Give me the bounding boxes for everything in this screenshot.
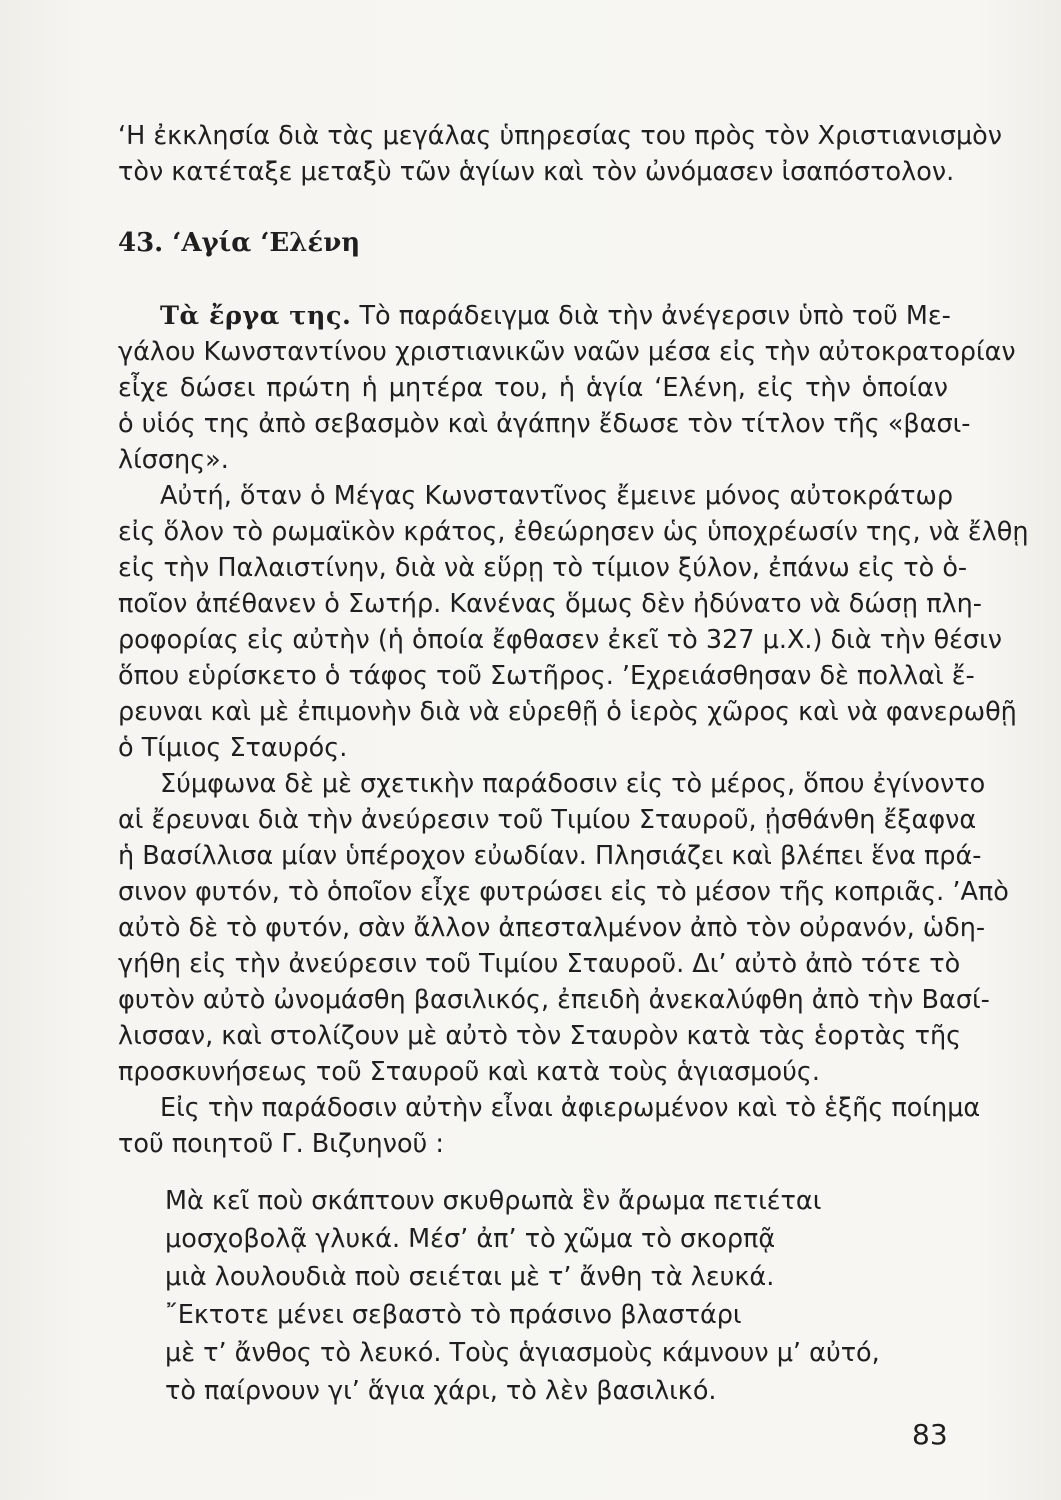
paragraph-line: γήθη εἰς τὴν ἀνεύρεσιν τοῦ Τιμίου Σταυροῦ. Δι’ αὐτὸ ἀπὸ τότε τὸ <box>118 949 961 979</box>
paragraph-line: προσκυνήσεως τοῦ Σταυροῦ καὶ κατὰ τοὺς ἁγιασμούς. <box>118 1057 820 1087</box>
poem-line: μὲ τ’ ἄνθος τὸ λευκό. Τοὺς ἁγιασμοὺς κάμνουν μ’ αὐτό, <box>165 1338 880 1368</box>
intro-line: ‘Η ἐκκλησία διὰ τὰς μεγάλας ὑπηρεσίας του πρὸς τὸν Χριστιανισμὸν <box>118 121 1003 151</box>
paragraph-line: εἶχε δώσει πρώτη ἡ μητέρα του, ἡ ἁγία ‘Ελένη, εἰς τὴν ὁποίαν <box>118 373 948 403</box>
paragraph-line: φυτὸν αὐτὸ ὠνομάσθη βασιλικός, ἐπειδὴ ἀνεκαλύφθη ἀπὸ τὴν Βασί- <box>118 985 990 1015</box>
paragraph-text: Τὸ παράδειγμα διὰ τὴν ἀνέγερσιν ὑπὸ τοῦ Με- <box>359 301 951 331</box>
section-heading: 43. ‘Αγία ‘Ελένη <box>118 228 361 258</box>
poem-line: ῎Εκτοτε μένει σεβαστὸ τὸ πράσινο βλαστάρι <box>165 1300 742 1330</box>
paragraph-line: Σύμφωνα δὲ μὲ σχετικὴν παράδοσιν εἰς τὸ μέρος, ὅπου ἐγίνοντο <box>160 769 986 799</box>
paragraph-line: εἰς ὅλον τὸ ρωμαϊκὸν κράτος, ἐθεώρησεν ὡς ὑποχρέωσίν της, νὰ ἔλθῃ <box>118 517 1029 547</box>
paragraph-line: αἱ ἔρευναι διὰ τὴν ἀνεύρεσιν τοῦ Τιμίου Σταυροῦ, ᾐσθάνθη ἔξαφνα <box>118 805 977 835</box>
paragraph-line: ἡ Βασίλλισα μίαν ὑπέροχον εὐωδίαν. Πλησιάζει καὶ βλέπει ἕνα πρά- <box>118 841 982 871</box>
paragraph-line: ὅπου εὑρίσκετο ὁ τάφος τοῦ Σωτῆρος. ’Εχρειάσθησαν δὲ πολλαὶ ἔ- <box>118 661 975 691</box>
paragraph-line: ὁ Τίμιος Σταυρός. <box>118 733 348 763</box>
paragraph-line: Εἰς τὴν παράδοσιν αὐτὴν εἶναι ἀφιερωμένον καὶ τὸ ἑξῆς ποίημα <box>160 1093 981 1123</box>
page-number: 83 <box>912 1418 948 1451</box>
paragraph-line: ρευναι καὶ μὲ ἐπιμονὴν διὰ νὰ εὑρεθῇ ὁ ἱερὸς χῶρος καὶ νὰ φανερωθῇ <box>118 697 1017 727</box>
paragraph-line: εἰς τὴν Παλαιστίνην, διὰ νὰ εὕρῃ τὸ τίμιον ξύλον, ἐπάνω εἰς τὸ ὁ- <box>118 553 968 583</box>
poem-line: τὸ παίρνουν γι’ ἅγια χάρι, τὸ λὲν βασιλικό. <box>165 1376 717 1406</box>
paragraph-4 <box>118 1090 981 1162</box>
paragraph-line: ὁ υἱός της ἀπὸ σεβασμὸν καὶ ἀγάπην ἔδωσε τὸν τίτλον τῆς «βασι- <box>118 409 971 439</box>
intro-paragraph <box>118 118 1003 190</box>
paragraph-line: σινον φυτόν, τὸ ὁποῖον εἶχε φυτρώσει εἰς τὸ μέσον τῆς κοπριᾶς. ’Απὸ <box>118 877 1009 907</box>
paragraph-1 <box>118 298 1016 478</box>
paragraph-line: τοῦ ποιητοῦ Γ. Βιζυηνοῦ : <box>118 1129 444 1159</box>
intro-line: τὸν κατέταξε μεταξὺ τῶν ἁγίων καὶ τὸν ὠνόμασεν ἰσαπόστολον. <box>118 157 955 187</box>
paragraph-2 <box>118 478 1029 766</box>
paragraph-line: ροφορίας εἰς αὐτὴν (ἡ ὁποία ἔφθασεν ἐκεῖ τὸ 327 μ.Χ.) διὰ τὴν θέσιν <box>118 625 1002 655</box>
paragraph-line: αὐτὸ δὲ τὸ φυτόν, σὰν ἄλλον ἀπεσταλμένον ἀπὸ τὸν οὐρανόν, ὡδη- <box>118 913 986 943</box>
poem <box>165 1182 965 1410</box>
paragraph-line: λισσαν, καὶ στολίζουν μὲ αὐτὸ τὸν Σταυρὸν κατὰ τὰς ἑορτὰς τῆς <box>118 1021 962 1051</box>
paragraph-line: λίσσης». <box>118 445 229 475</box>
poem-line: Μὰ κεῖ ποὺ σκάπτουν σκυθρωπὰ ἓν ἄρωμα πετιέται <box>165 1186 822 1216</box>
poem-line: μοσχοβολᾷ γλυκά. Μέσ’ ἀπ’ τὸ χῶμα τὸ σκορπᾷ <box>165 1224 776 1254</box>
paragraph-line <box>118 298 951 334</box>
paragraph-line: γάλου Κωνσταντίνου χριστιανικῶν ναῶν μέσα εἰς τὴν αὐτοκρατορίαν <box>118 337 1016 367</box>
poem-line: μιὰ λουλουδιὰ ποὺ σειέται μὲ τ’ ἄνθη τὰ λευκά. <box>165 1262 775 1292</box>
paragraph-line: ποῖον ἀπέθανεν ὁ Σωτήρ. Κανένας ὅμως δὲν ἠδύνατο νὰ δώσῃ πλη- <box>118 589 982 619</box>
subheading: Τὰ ἔργα της. <box>160 301 352 331</box>
paragraph-3 <box>118 766 1009 1090</box>
paragraph-line: Αὐτή, ὅταν ὁ Μέγας Κωνσταντῖνος ἔμεινε μόνος αὐτοκράτωρ <box>160 481 954 511</box>
